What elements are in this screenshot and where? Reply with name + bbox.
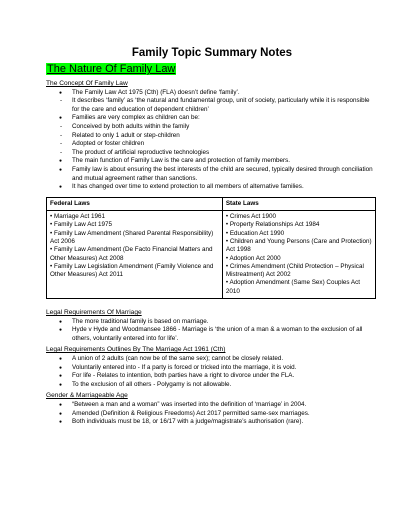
list-item: ● A union of 2 adults (can now be of the same sex); cannot be closely related. xyxy=(59,355,378,364)
federal-laws-cell xyxy=(47,211,223,299)
page-title: Family Topic Summary Notes xyxy=(131,47,293,59)
list-item: ● Voluntarily entered into - If a party is forced or tricked into the marriage, it is void. xyxy=(59,364,378,373)
federal-law-item: • Family Law Amendment (De Facto Financial Matters and Other Measures) Act 2008 xyxy=(50,246,213,262)
federal-law-item: • Family Law Act 1975 xyxy=(50,221,113,229)
state-law-item: • Property Relationships Act 1984 xyxy=(225,221,320,229)
laws-table xyxy=(46,197,376,299)
list-item: - It describes ‘family’ as ‘the natural and fundamental group, unit of society, particularly while it is responsible for the care and education of dependent children’ xyxy=(59,97,378,114)
concept-list xyxy=(46,89,378,192)
list-item: ● Both individuals must be 18, or 16/17 with a judge/magistrate’s authorisation (rare). xyxy=(59,418,378,427)
section-heading-marriage-act: Legal Requirements Outlines By The Marriage Act 1961 (Cth) xyxy=(46,346,226,354)
list-item: ● The Family Law Act 1975 (Cth) (FLA) doesn’t define ‘family’. xyxy=(59,89,378,98)
state-laws-cell xyxy=(222,211,375,299)
list-item: - The product of artificial reproductive technologies xyxy=(59,149,378,158)
list-item: - Related to only 1 adult or step-children xyxy=(59,132,378,141)
section-heading-legal-requirements: Legal Requirements Of Marriage xyxy=(46,308,142,316)
list-item: ● Families are very complex as children can be: xyxy=(59,114,378,123)
gender-age-list xyxy=(46,401,378,427)
legal-requirements-list xyxy=(46,318,378,344)
spacer xyxy=(46,299,378,306)
state-laws-header: State Laws xyxy=(222,197,375,210)
federal-laws-header: Federal Laws xyxy=(47,197,223,210)
list-item: - Adopted or foster children xyxy=(59,140,378,149)
list-item: ● It has changed over time to extend protection to all members of alternative families. xyxy=(59,183,378,192)
section-heading-gender-age: Gender & Marriageable Age xyxy=(46,392,128,400)
section-heading-concept: The Concept Of Family Law xyxy=(46,80,128,87)
state-law-item: • Children and Young Persons (Care and Protection) Act 1998 xyxy=(225,237,372,254)
state-law-item: • Education Act 1990 xyxy=(225,229,285,237)
state-law-item: • Crimes Act 1900 xyxy=(225,213,277,221)
list-item: ● To the exclusion of all others - Polygamy is not allowable. xyxy=(59,381,378,390)
list-item: ● The more traditional family is based on marriage. xyxy=(59,318,378,327)
list-item: ● Amended (Definition & Religious Freedoms) Act 2017 permitted same-sex marriages. xyxy=(59,410,378,419)
list-item: ● “Between a man and a woman” was inserted into the definition of ‘marriage’ in 2004. xyxy=(59,401,378,410)
federal-law-item: • Family Law Legislation Amendment (Family Violence and Other Measures) Act 2011 xyxy=(50,262,214,279)
list-item: ● The main function of Family Law is the care and protection of family members. xyxy=(59,157,378,166)
federal-law-item: • Marriage Act 1961 xyxy=(50,213,106,221)
list-item: - Conceived by both adults within the family xyxy=(59,123,378,132)
list-item: ● Hyde v Hyde and Woodmansee 1866 - Marriage is ‘the union of a man & a woman to the exclusion of all others, voluntarily entered into for life’. xyxy=(59,326,378,343)
state-law-item: • Adoption Amendment (Same Sex) Couples Act 2010 xyxy=(225,279,361,295)
main-heading: The Nature Of Family Law xyxy=(47,63,176,75)
list-item: ● Family law is about ensuring the best interests of the child are secured, typically desired through conciliation and mutual agreement rather than sanctions. xyxy=(59,166,378,183)
state-law-item: • Crimes Amendment (Child Protection – Physical Mistreatment) Act 2002 xyxy=(225,262,364,279)
list-item: ● For life - Relates to intention, both parties have a right to divorce under the FLA. xyxy=(59,372,378,381)
state-law-item: • Adoption Act 2000 xyxy=(225,254,281,262)
marriage-act-list xyxy=(46,355,378,389)
federal-law-item: • Family Law Amendment (Shared Parental Responsibility) Act 2006 xyxy=(50,229,214,245)
